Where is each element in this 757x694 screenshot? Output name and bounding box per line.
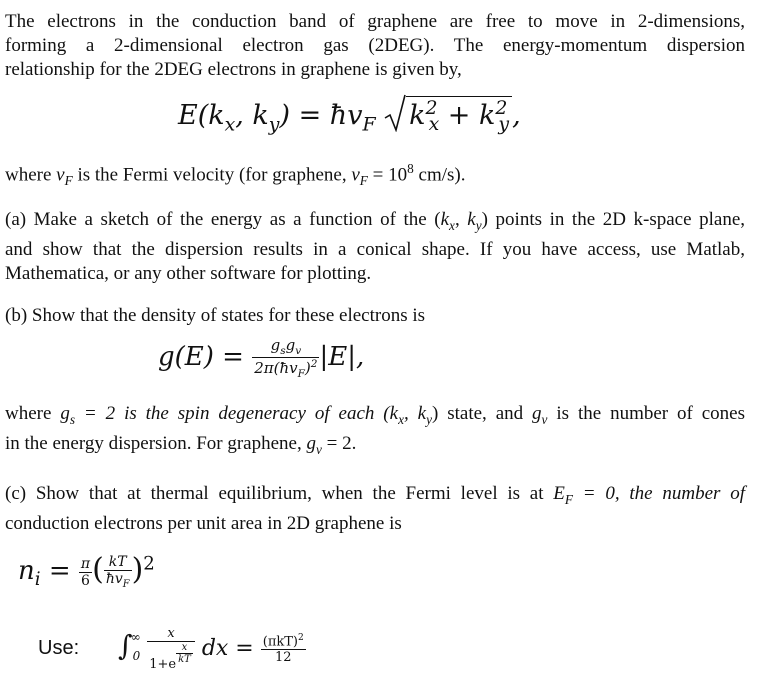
result-fraction: $\frac{(\pi kT)^2}{12}$	[262, 632, 304, 666]
dos-fraction: $\frac{g_sg_v}{2\pi(ħv_F)^2}$	[254, 336, 318, 380]
part-b-line-1: (b) Show that the density of states for these electrons is	[5, 305, 426, 326]
intro-line-3: relationship for the 2DEG electrons in graphene is given by,	[5, 59, 462, 80]
degeneracy-line-1: where $g_s = 2$ is the spin degeneracy of each ($k_x$, $k_y$) state, and $g_v$ is the number of cones	[5, 403, 746, 427]
integrand-fraction: x 1+e $\frac{x}{kT}$	[147, 626, 195, 672]
part-b-paragraph	[5, 304, 745, 328]
part-c-line-1: (c) Show that at thermal equilibrium, when the Fermi level is at $E_F = 0$, the number of	[5, 483, 745, 507]
part-a-line-2: and show that the dispersion results in a conical shape. If you have access, use Matlab,	[5, 238, 745, 260]
radical-sign-icon	[384, 94, 406, 132]
integral-hint: $\int^\infty_0$ x 1+e $\frac{x}{kT}$ dx = $\frac{(\pi kT)^2}{12}$	[118, 626, 304, 672]
intro-paragraph	[5, 10, 745, 82]
degeneracy-paragraph	[5, 402, 745, 462]
fermi-velocity-line: where $v_F$ is the Fermi velocity (for graphene, $v_F = 10^8$ cm/s).	[5, 161, 466, 189]
use-label: Use:	[38, 637, 80, 659]
part-a-line-3: Mathematica, or any other software for plotting.	[5, 262, 372, 284]
density-of-states-equation: g(E) = $\frac{g_sg_v}{2\pi(ħv_F)^2}$ |E|,	[158, 336, 365, 380]
part-c-line-2: conduction electrons per unit area in 2D graphene is	[5, 512, 402, 534]
part-c-paragraph	[5, 482, 745, 536]
square-root: $k^2_x + k^2_y$	[384, 94, 512, 135]
part-a-paragraph	[5, 208, 745, 286]
pi-over-six-fraction: $\frac{\pi}{6}$	[80, 555, 91, 589]
part-a-line-1: (a) Make a sketch of the energy as a function of the ($k_x$, $k_y$) points in the 2D k-space plane,	[5, 209, 746, 233]
carrier-density-equation: $n_i$ = $\frac{\pi}{6}$ ( $\frac{kT}{ħv_F}$ )$^2$	[18, 552, 155, 591]
kt-over-hvf-fraction: $\frac{kT}{ħv_F}$	[105, 554, 130, 590]
intro-line-1: The electrons in the conduction band of graphene are free to move in 2-dimensions,	[5, 11, 745, 32]
degeneracy-line-2: in the energy dispersion. For graphene, $g_v = 2$.	[5, 432, 357, 457]
dispersion-equation: $E(k_x$, $k_y$) = $ħv_F$ $k^2_x + k^2_y$ ,	[178, 94, 521, 135]
intro-line-2: forming a 2-dimensional electron gas (2DEG). The energy-momentum dispersion	[5, 35, 745, 56]
integral-sign: ∫	[118, 629, 133, 662]
